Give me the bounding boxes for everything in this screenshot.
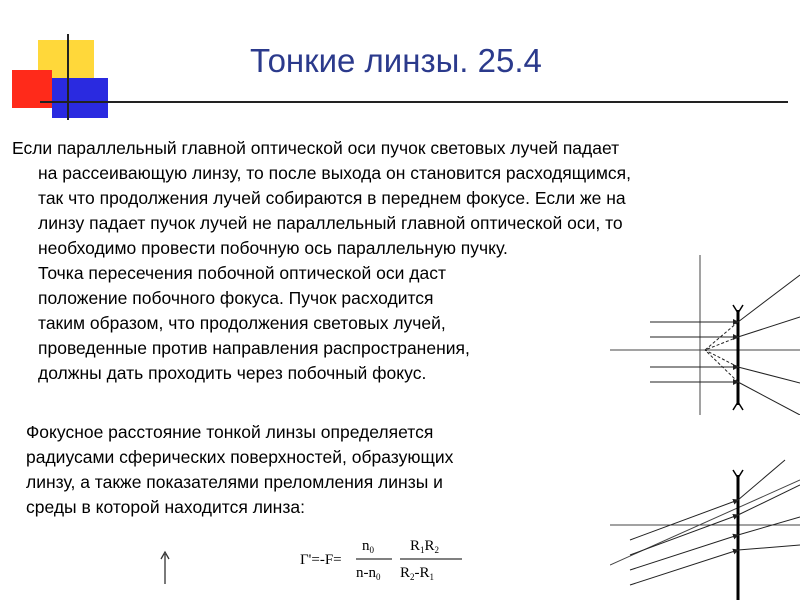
paragraph-side-focus [38,261,470,386]
formula-den2-b-sub: 1 [429,572,435,582]
formula-num1: n [362,538,370,554]
text-line: так что продолжения лучей собираются в переднем фокусе. Если же на [38,188,626,208]
formula-den2-a: R [400,565,411,581]
paragraph-parallel-beam [12,136,631,261]
formula-den1-sub: 0 [376,572,381,582]
ray [738,367,800,383]
lens-bottom-mark [733,402,743,410]
ray [630,515,738,555]
lens-top-mark [733,305,743,313]
paragraph-focal-length [26,420,453,520]
formula-den2-mid: -R [414,565,430,581]
ray [738,460,785,500]
formula-den1: n-n [356,565,376,581]
formula-num1-sub: 0 [369,545,374,555]
text-line: радиусами сферических поверхностей, образующих [26,447,454,467]
svg-text:R2-R1 [400,565,434,582]
ray [738,545,800,550]
decor-blue-square [52,78,108,118]
formula-lhs: Г'=-F= [300,552,342,568]
formula-num2-a-sub: 1 [420,545,425,555]
svg-text:n-n0 [356,565,381,582]
diverging-lens-oblique-diagram [610,445,800,600]
text-line: проведенные против направления распространения, [38,338,470,358]
text-line: Если параллельный главной оптической оси пучок световых лучей падает [12,138,620,158]
ray [630,550,738,585]
formula-num2-a: R [410,538,421,554]
text-line: таким образом, что продолжения световых лучей, [38,313,446,333]
text-line: линзу, а также показателями преломления линзы и [26,472,443,492]
ray [738,517,800,535]
formula-num2-b: R [424,538,435,554]
ray [738,317,800,337]
svg-text:R1R2 [410,538,439,555]
text-line: Фокусное расстояние тонкой линзы определяется [26,422,434,442]
ray [738,485,800,515]
formula-num2-b-sub: 2 [434,545,440,555]
text-line: среды в которой находится линза: [26,497,305,517]
ray [630,535,738,570]
up-arrow-icon [158,550,172,584]
ray-extensions [705,322,738,382]
text-line: положение побочного фокуса. Пучок расходится [38,288,434,308]
focal-length-formula [300,530,470,590]
text-line: на рассеивающую линзу, то после выхода он становится расходящимся, [38,163,632,183]
lens-top-mark [733,470,743,478]
text-line: линзу падает пучок лучей не параллельный главной оптической оси, то [38,213,623,233]
text-line: должны дать проходить через побочный фокус. [38,363,427,383]
slide-title: Тонкие линзы. 25.4 [250,42,542,79]
svg-text:n0 [362,538,375,555]
ray [738,275,800,322]
formula-den2-a-sub: 2 [410,572,415,582]
ray [738,382,800,415]
title-underline [40,101,788,103]
decor-vertical-line [67,34,69,120]
text-line: Точка пересечения побочной оптической оси даст [38,263,447,283]
diverging-lens-parallel-diagram [610,255,800,415]
text-line: необходимо провести побочную ось параллельную пучку. [38,238,508,258]
ray [630,500,738,540]
